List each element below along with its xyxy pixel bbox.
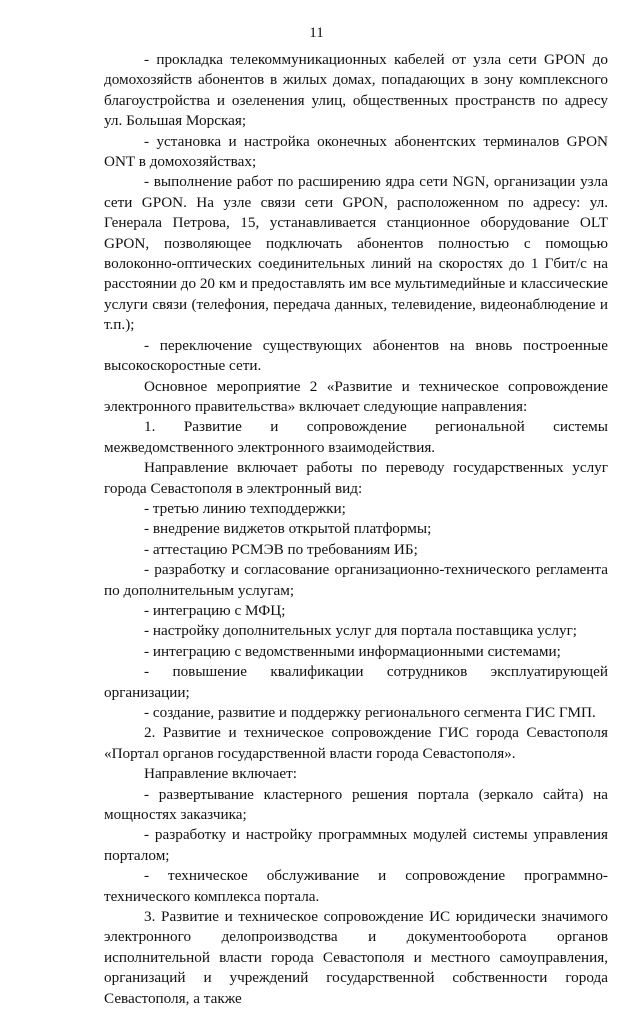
- list-item: - развертывание кластерного решения портала (зеркало сайта) на мощностях заказчика;: [104, 785, 608, 824]
- list-item: - разработку и настройку программных модулей системы управления порталом;: [104, 826, 608, 864]
- document-body: [104, 50, 608, 1009]
- paragraph-subscriber-switching: - переключение существующих абонентов на вновь построенные высокоскоростные сети.: [104, 336, 608, 375]
- list-item: - повышение квалификации сотрудников эксплуатирующей организации;: [104, 663, 608, 701]
- list-item: - внедрение виджетов открытой платформы;: [144, 520, 432, 538]
- list-item: - интеграцию с МФЦ;: [144, 601, 286, 619]
- paragraph-direction-1-includes: Направление включает работы по переводу государственных услуг города Севастополя в электронный вид:: [104, 459, 608, 497]
- paragraph-ngn-expansion: - выполнение работ по расширению ядра сети NGN, организации узла сети GPON. На узле связи сети GPON, расположенном по адресу: ул. Генерала Петрова, 15, устанавливается станционное оборудование OLT GPON, позволяющее подключать абонентов полностью с помощью волоконно-оптических соединительных линий на скоростях до 1 Гбит/с на расстоянии до 20 км и предоставлять им все мультимедийные и классические услуги связи (телефония, передача данных, телевидение, видеонаблюдение и т.п.);: [104, 173, 608, 334]
- paragraph-main-activity-2: Основное мероприятие 2 «Развитие и техническое сопровождение электронного правительства» включает следующие направления:: [104, 377, 608, 415]
- page-number: 11: [309, 25, 324, 41]
- list-item: - разработку и согласование организационно-технического регламента по дополнительным услугам;: [104, 561, 608, 599]
- paragraph-direction-1: 1. Развитие и сопровождение региональной системы межведомственного электронного взаимодействия.: [104, 418, 608, 456]
- list-item: - аттестацию РСМЭВ по требованиям ИБ;: [144, 540, 418, 558]
- paragraph-direction-3: 3. Развитие и техническое сопровождение ИС юридически значимого электронного делопроизводства и документооборота органов исполнительной власти города Севастополя и местного самоуправления, организаций и учреждений государственной собственности города Севастополя, а также: [104, 908, 608, 1007]
- list-item: - интеграцию с ведомственными информационными системами;: [144, 642, 561, 660]
- paragraph-gpon-cabling: - прокладка телекоммуникационных кабелей от узла сети GPON до домохозяйств абонентов в жилых домах, попадающих в зону комплексного благоустройства и озеленения улиц, общественных пространств по адресу ул. Большая Морская;: [104, 51, 608, 130]
- paragraph-direction-2-includes: Направление включает:: [144, 765, 297, 783]
- list-item: - техническое обслуживание и сопровождение программно-технического комплекса портала.: [104, 867, 608, 905]
- paragraph-direction-2: 2. Развитие и техническое сопровождение ГИС города Севастополя «Портал органов государственной власти города Севастополя».: [104, 724, 608, 762]
- list-item: - настройку дополнительных услуг для портала поставщика услуг;: [144, 622, 578, 640]
- list-item: - третью линию техподдержки;: [144, 499, 346, 517]
- list-item: - создание, развитие и поддержку регионального сегмента ГИС ГМП.: [144, 704, 596, 721]
- paragraph-ont-terminals: - установка и настройка оконечных абонентских терминалов GPON ONT в домохозяйствах;: [104, 132, 608, 171]
